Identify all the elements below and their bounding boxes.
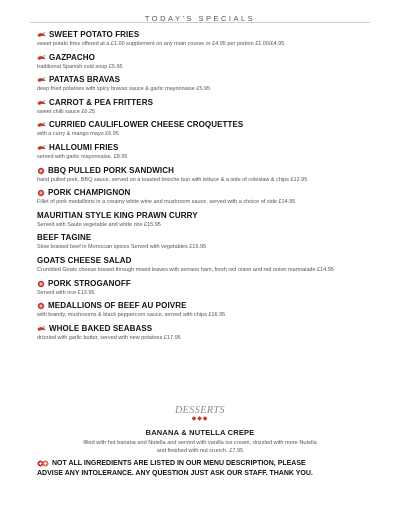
menu-item-title: MAURITIAN STYLE KING PRAWN CURRY <box>37 210 198 220</box>
dessert-description: filled with hot banana and Nutella and served with vanilla ice cream, drizzled with more Nutella and finished with nut crunch. £7.95 <box>83 440 317 454</box>
menu-item <box>37 166 378 184</box>
menu-item <box>37 143 378 161</box>
menu-item-title: WHOLE BAKED SEABASS <box>49 323 153 333</box>
menu-item-name <box>37 324 378 334</box>
menu-item <box>37 120 378 138</box>
menu-item-name <box>37 166 378 176</box>
menu-item <box>37 75 378 93</box>
menu-item-name <box>37 233 378 243</box>
menu-item-title: PORK CHAMPIGNON <box>48 188 131 198</box>
menu-item <box>37 98 378 116</box>
menu-item-description: Slow braised beef in Moroccan spices Served with vegetables £15.95 <box>37 244 207 251</box>
menu-item <box>37 301 378 319</box>
menu-item-title: PORK STROGANOFF <box>48 278 131 288</box>
menu-item-name <box>37 75 378 85</box>
allergen-icon <box>37 280 45 288</box>
menu-item-title: PATATAS BRAVAS <box>49 75 121 85</box>
menu-item-name <box>37 279 378 289</box>
menu-item-description: Served with rice £13.95 <box>37 289 95 296</box>
menu-item <box>37 233 378 251</box>
chili-icon <box>37 55 46 61</box>
footer-logo-icon <box>38 510 52 516</box>
menu-item <box>37 279 378 297</box>
menu-item-title: SWEET POTATO FRIES <box>49 30 140 39</box>
specials-list <box>37 30 378 346</box>
menu-item-description: traditional Spanish cold soup £5.95 <box>37 63 123 70</box>
menu-item-name <box>37 188 378 198</box>
menu-item-name <box>37 301 378 311</box>
dessert-name: BANANA & NUTELLA CREPE <box>145 428 255 437</box>
chili-icon <box>37 326 46 332</box>
desserts-section <box>0 405 400 455</box>
allergy-notice-text: NOT ALL INGREDIENTS ARE LISTED IN OUR MENU DESCRIPTION, PLEASE ADVISE ANY INTOLERANCE. ANY QUESTION JUST ASK OUR STAFF. THANK YOU. <box>37 460 313 477</box>
allergen-icon <box>37 302 45 310</box>
menu-item-name <box>37 120 378 130</box>
menu-item <box>37 211 378 229</box>
menu-item <box>37 188 378 206</box>
menu-item-description: deep fried potatoes with spicy bravas sauce & garlic mayonnaise £5.95 <box>37 86 211 93</box>
divider-diamonds-icon: ◆◆◆ <box>191 416 209 422</box>
page-header <box>30 0 370 26</box>
menu-item-name <box>37 98 378 108</box>
menu-item-title: GOATS CHEESE SALAD <box>37 255 132 265</box>
menu-item-title: GAZPACHO <box>49 52 95 62</box>
menu-item-name <box>37 143 378 153</box>
menu-item-description: with a curry & mango mayo £6.95 <box>37 131 119 138</box>
chili-icon <box>37 32 46 38</box>
allergen-icon <box>37 189 45 197</box>
menu-item-name <box>37 30 378 40</box>
menu-item-description: with brandy, mushrooms & black peppercorn sauce, served with chips £16.95 <box>37 312 226 319</box>
menu-item-title: BEEF TAGINE <box>37 233 92 243</box>
menu-item-description: drizzled with garlic butter, served with new potatoes £17.95 <box>37 334 181 341</box>
desserts-heading: DESSERTS <box>174 405 226 416</box>
menu-item-name <box>37 256 378 266</box>
menu-item-name <box>37 53 378 63</box>
allergen-icon <box>37 167 45 175</box>
menu-item-description: Crumbled Goats cheese tossed through mixed leaves with serrano ham, fresh red onion and red onion marmalade £14.95 <box>37 266 334 273</box>
menu-item-description: Fillet of pork medallions in a creamy white wine and mushroom sauce, served with a choice of side £14.95 <box>37 199 296 206</box>
menu-item-title: BBQ PULLED PORK SANDWICH <box>48 165 174 175</box>
chili-icon <box>37 145 46 151</box>
menu-item-description: sweet potato fries offered at a £1.00 supplement on any main course or £4.95 per portion £1.00/£4.95 <box>37 41 285 47</box>
menu-item <box>37 30 378 48</box>
chili-icon <box>37 122 46 128</box>
menu-item <box>37 256 378 274</box>
menu-item-title: MEDALLIONS OF BEEF AU POIVRE <box>48 301 187 311</box>
menu-item-description: sweet chilli sauce £6.25 <box>37 108 96 115</box>
menu-item <box>37 53 378 71</box>
allergen-icon <box>37 460 49 467</box>
menu-item-description: Served with Saute vegetable and white rice £15.95 <box>37 221 161 228</box>
menu-item-title: CARROT & PEA FRITTERS <box>49 97 154 107</box>
menu-item-name <box>37 211 378 221</box>
menu-item-title: HALLOUMI FRIES <box>49 142 119 152</box>
menu-item-description: hand pulled pork, BBQ sauce, served on a toasted brioche bun with lettuce & a side of coleslaw & chips £12.95 <box>37 176 308 183</box>
menu-item <box>37 324 378 342</box>
chili-icon <box>37 77 46 83</box>
chili-icon <box>37 100 46 106</box>
page-title: TODAY'S SPECIALS <box>144 14 256 23</box>
menu-item-title: CURRIED CAULIFLOWER CHEESE CROQUETTES <box>49 120 244 130</box>
menu-item-description: served with garlic mayonnaise. £8.95 <box>37 153 128 160</box>
allergy-notice <box>37 459 330 478</box>
